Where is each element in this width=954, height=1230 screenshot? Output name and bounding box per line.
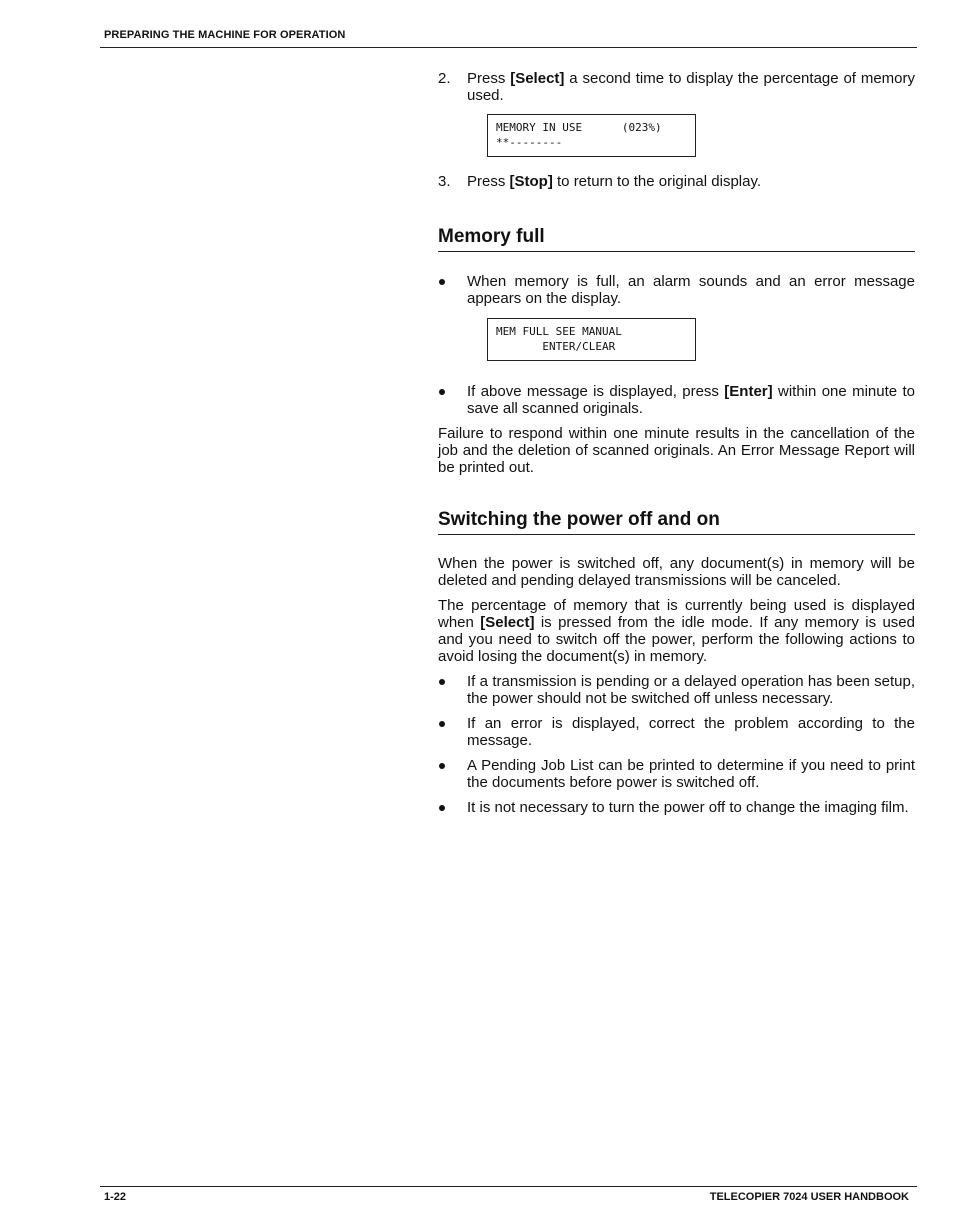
bullet-text-pre: If above message is displayed, press (467, 383, 725, 400)
list-item (438, 757, 915, 791)
book-title: TELECOPIER 7024 USER HANDBOOK (709, 1191, 909, 1203)
step-2 (438, 70, 915, 104)
footer-rule (100, 1186, 917, 1187)
lcd-line-1: MEMORY IN USE (023%) (496, 121, 662, 134)
bullet-dot (439, 389, 445, 395)
enter-key: [Enter] (724, 383, 773, 400)
page-number: 1-22 (104, 1191, 127, 1203)
bullet-dot (439, 721, 445, 727)
bullet-text-post: within one minute to save all scanned originals. (467, 383, 915, 417)
list-item-text: If a transmission is pending or a delayed operation has been setup, the power should not be switched off unless necessary. (467, 673, 915, 707)
paragraph-power-off: When the power is switched off, any document(s) in memory will be deleted and pending delayed transmissions will be canceled. (438, 555, 915, 589)
list-item (438, 673, 915, 707)
bullet-dot (439, 679, 445, 685)
step-text-post: to return to the original display. (552, 173, 762, 190)
list-item-text: If an error is displayed, correct the problem according to the message. (467, 715, 915, 749)
step-number: 2. (438, 70, 451, 87)
bullet-text: When memory is full, an alarm sounds and an error message appears on the display. (467, 273, 915, 307)
lcd-line-2: **-------- (496, 136, 563, 149)
paragraph-text-post: is pressed from the idle mode. If any memory is used and you need to switch off the power, perform the following actions to avoid losing the document(s) in memory. (438, 614, 915, 665)
step-3 (438, 173, 915, 190)
lcd-line-1: MEM FULL SEE MANUAL (496, 325, 622, 338)
select-key: [Select] (510, 70, 565, 87)
select-key: [Select] (480, 614, 535, 631)
lcd-mem-full (487, 318, 696, 361)
section-title-memory-full: Memory full (438, 226, 915, 252)
paragraph-percentage (438, 597, 915, 665)
bullet-dot (439, 805, 445, 811)
bullet-dot (439, 763, 445, 769)
list-item-text: It is not necessary to turn the power off to change the imaging film. (467, 799, 909, 816)
paragraph-failure: Failure to respond within one minute results in the cancellation of the job and the deletion of scanned originals. An Error Message Report will be printed out. (438, 425, 915, 476)
lcd-line-2: ENTER/CLEAR (496, 340, 616, 353)
list-item (438, 715, 915, 749)
section-title-switching-power: Switching the power off and on (438, 509, 915, 535)
bullet-memory-full (438, 273, 915, 307)
step-text-post: a second time to display the percentage of memory used. (467, 70, 915, 104)
step-text-pre: Press (467, 173, 510, 190)
bullet-enter-within-minute (438, 383, 915, 417)
header-rule (100, 47, 917, 48)
list-item-text: A Pending Job List can be printed to determine if you need to print the documents before power is switched off. (467, 757, 915, 791)
list-item (438, 799, 915, 816)
step-number: 3. (438, 173, 451, 190)
main-content (438, 70, 915, 816)
step-text-pre: Press (467, 70, 511, 87)
lcd-memory-in-use (487, 114, 696, 157)
bullet-dot (439, 279, 445, 285)
stop-key: [Stop] (509, 173, 553, 190)
paragraph-text-pre: The percentage of memory that is currently being used is displayed when (438, 597, 915, 631)
running-header: PREPARING THE MACHINE FOR OPERATION (104, 29, 346, 41)
